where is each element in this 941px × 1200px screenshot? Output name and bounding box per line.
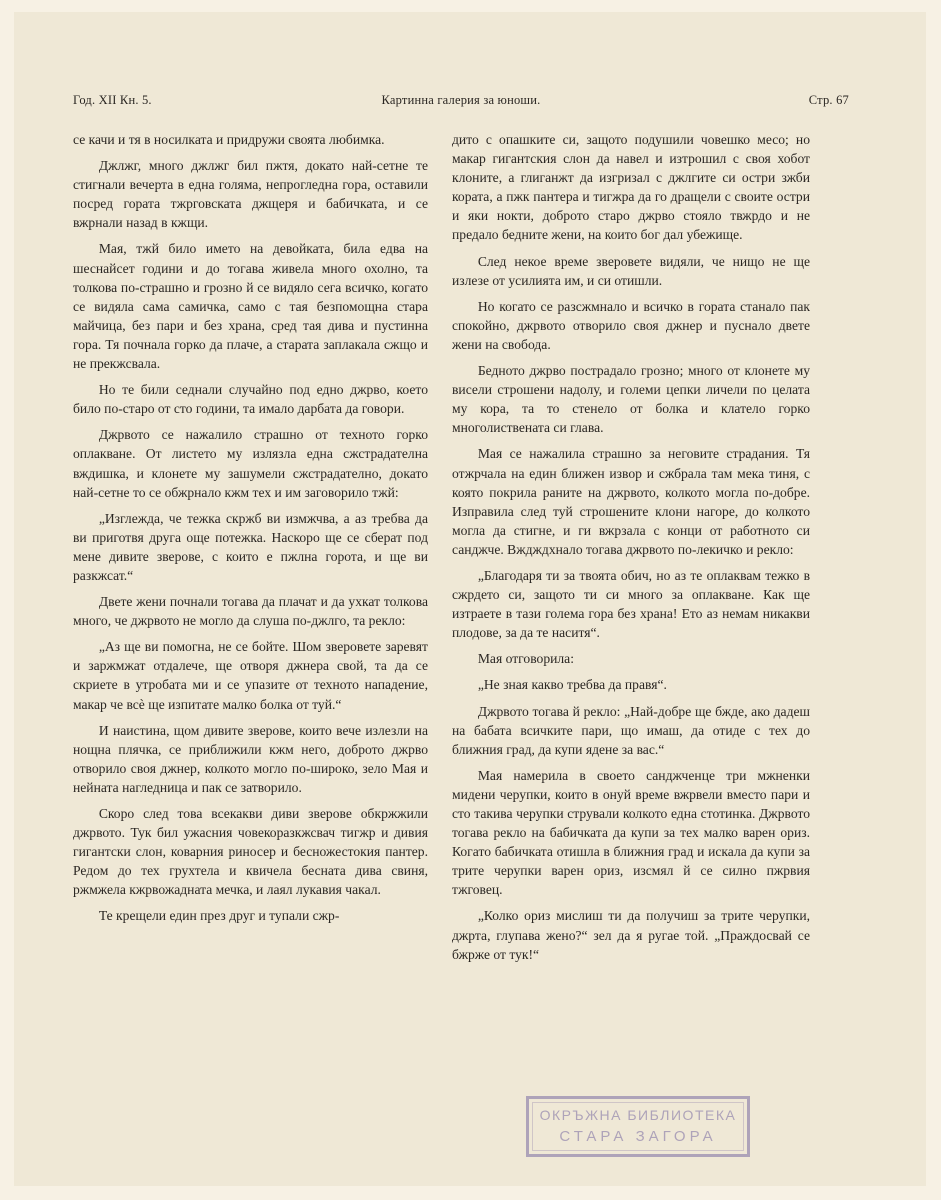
paragraph: „Колко ориз мислиш ти да получиш за трите черупки, джрта, глупава жено?“ зел да я ругае той. „Праждосвай се бжрже от тук!“ (452, 908, 810, 962)
paragraph: И наистина, щом дивите зверове, които вече излезли на нощна плячка, се приближили кжм него, доброто джрво отворило своя джнер, колкото могло по-широко, зело Мая и нейната нагледница и пак се затворило. (73, 722, 428, 795)
paragraph: Но когато се разсжмнало и всичко в гората станало пак спокойно, джрвото отворило своя джнер и пуснало двете жени на свобода. (452, 298, 810, 352)
paragraph: Мая, тжй било името на девойката, била едва на шеснайсет години и до тогава живела много охолно, та толкова по-страшно и грозно й се видяло сега всичко, когато се видяла сама самичка, само с тая безпомощна стара майчица, без пари и без храна, сред тая дива и пустинна гора. Тя почнала горко да плаче, а старата заплакала сжщо и не прекжсвала. (73, 241, 428, 372)
paragraph: Джрвото се нажалило страшно от техното горко оплакване. От листето му излязла една сжстрадателна вждишка, и клонете му зашумели сжстрадателно, докато най-сетне то се обжрнало кжм тех и им заговорило тжй: (73, 427, 428, 500)
paragraph: „Благодаря ти за твоята обич, но аз те оплаквам тежко в сжрдето си, защото ти си много за оплакване. Как ще изтраете в тази голема гора без храна! Ето аз немам никакви плодове, за да те наситя“. (452, 567, 810, 641)
paragraph: „Аз ще ви помогна, не се бойте. Шом зверовете заревят и заржмжат отдалече, ще отворя джнера свой, та да се скриете в утробата ми и се упазите от техното нападение, макар че всѐ ще изпитате малко болка от туй.“ (73, 639, 428, 712)
header-journal-title: Картинна галерия за юноши. (381, 93, 541, 107)
running-header (73, 93, 849, 113)
paragraph: Джлжг, много джлжг бил пжтя, докато най-сетне те стигнали вечерта в една голяма, непрогледна гора, оставили посред гората тжрговската джщеря и бабичката, и се вжрнали назад в кжщи. (73, 158, 428, 231)
paragraph: Бедното джрво пострадало грозно; много от клонете му висели строшени надолу, и големи цепки личели по целата му кора, та то стенело от болка и клатело горко многолиствената си глава. (452, 363, 810, 436)
paragraph: „Не зная какво требва да правя“. (477, 677, 667, 693)
paragraph: Скоро след това всекакви диви зверове обкржжили джрвото. Тук бил ужасния човекоразкжсвач тигжр и дивия гигантски слон, коварния риносер и бесножестокия пантер. Редом до тех грухтела и квичела бесната дива свиня, ржмжела кжрвожадната мечка, и лаял лукавия чакал. (73, 806, 428, 898)
stamp-line-library: ОКРЪЖНА БИБЛИОТЕКА (539, 1107, 737, 1123)
header-page-number: Стр. 67 (808, 93, 849, 107)
left-column (73, 130, 428, 933)
paragraph: „Изглежда, че тежка скржб ви измжчва, а аз требва да ви приготвя друга още потежка. Наскоро ще се сберат под мене дивите зверове, с които е пжлна горота, и ще ви разкжсат.“ (73, 510, 428, 583)
stamp-line-city: СТАРА ЗАГОРА (559, 1128, 717, 1145)
paragraph: Мая отговорила: (477, 651, 574, 667)
paragraph: дито с опашките си, защото подушили човешко месо; но макар гигантския слон да навел и изтрошил с своя хобот клоните, а глиганжт да изгризал с джлгите си остри зжби кората, а пжк пантера и тигжра да го дращели с своите остри и яки нокти, доброто старо джрво стояло твжрдо и не предало бедните жени, на които бог дал убежище. (452, 132, 810, 243)
right-column (452, 130, 810, 971)
paragraph: Мая се нажалила страшно за неговите страдания. Тя отжрчала на един ближен извор и сжбрала там мека тиня, с която покрила раните на джрвото, колкото могла по-добре. Изправила след туй строшените клони нагоре, до колкото могла да стигне, и ги вжрзала с конци от работното си санджче. Вждждхнало тогава джрвото по-лекичко и рекло: (452, 446, 810, 557)
library-stamp (526, 1096, 750, 1157)
paragraph: Двете жени почнали тогава да плачат и да ухкат толкова много, че джрвото не могло да слуша по-джлго, та рекло: (73, 594, 428, 629)
paragraph: Мая намерила в своето санджченце три мжненки мидени черупки, които в онуй време вжрвели вместо пари и сто такива черупки стрували колкото една стотинка. Джрвото тогава рекло на бабичката да купи за тех малко варен ориз. Когато бабичката отишла в ближния град и искала да купи за трите черупки варен ориз, изсмял й се силно пжрвия тжговец. (452, 767, 810, 898)
paragraph: Джрвото тогава й рекло: „Най-добре ще бжде, ако дадеш на бабата всичките пари, що имаш, да отиде с тех до ближния град, да купи ядене за вас.“ (452, 703, 810, 757)
paragraph: Но те били седнали случайно под едно джрво, което било по-старо от сто години, та имало дарбата да говори. (73, 382, 428, 417)
paragraph: Те крещели един през друг и тупали сжр- (98, 908, 340, 924)
paragraph: След некое време зверовете видяли, че нищо не ще излезе от усилията им, и си отишли. (452, 253, 810, 288)
paragraph: се качи и тя в носилката и придружи своята любимка. (73, 132, 385, 147)
header-volume-info: Год. XII Кн. 5. (73, 93, 152, 107)
